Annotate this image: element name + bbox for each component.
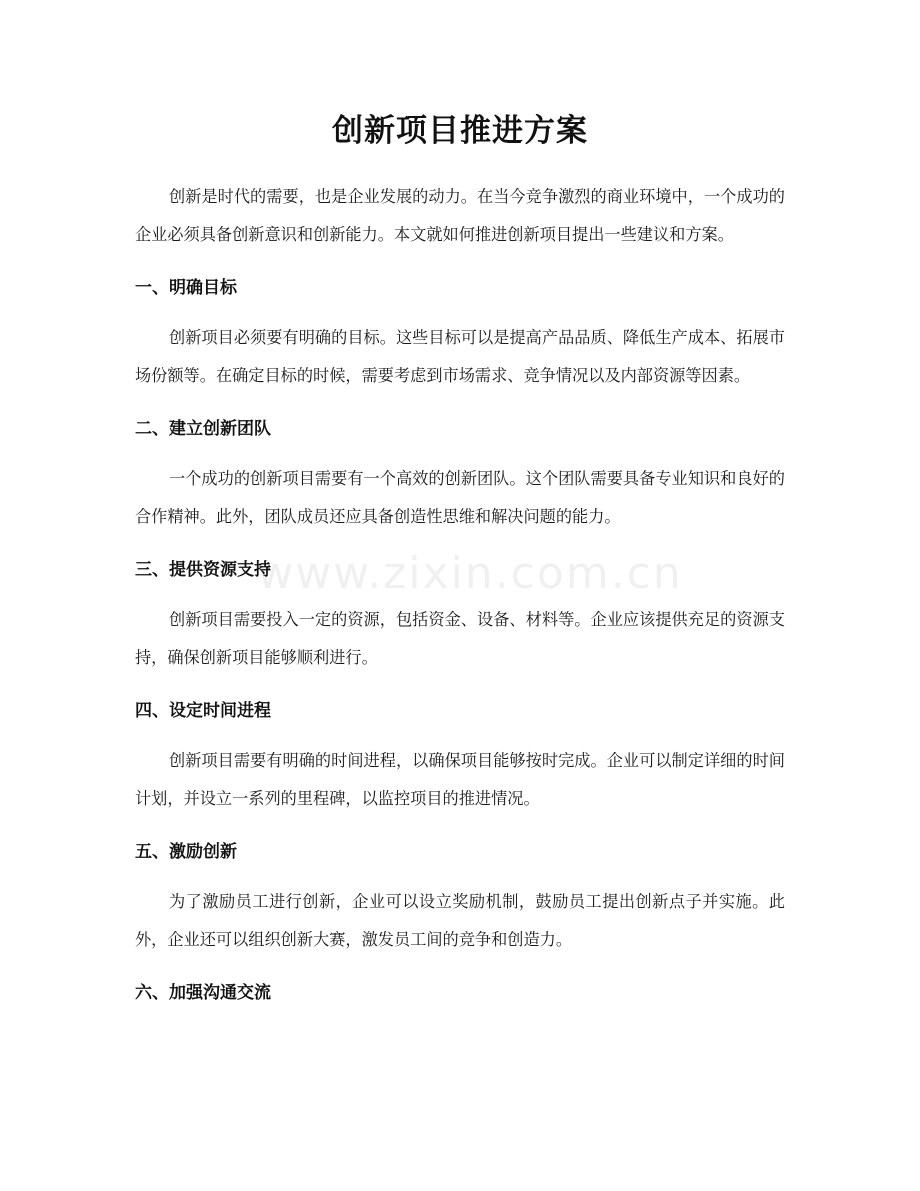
section-body-2: 一个成功的创新项目需要有一个高效的创新团队。这个团队需要具备专业知识和良好的合作精神。此外，团队成员还应具备创造性思维和解决问题的能力。 — [135, 469, 785, 526]
section-heading-5: 五、激励创新 — [135, 842, 237, 862]
section-heading-1: 一、明确目标 — [135, 278, 237, 298]
watermark: www.zixin.com.cn — [257, 548, 683, 599]
intro-paragraph: 创新是时代的需要，也是企业发展的动力。在当今竞争激烈的商业环境中，一个成功的企业必须具备创新意识和创新能力。本文就如何推进创新项目提出一些建议和方案。 — [135, 187, 785, 244]
section-heading-6: 六、加强沟通交流 — [135, 983, 271, 1003]
section-heading-3: 三、提供资源支持 — [135, 560, 271, 580]
section-heading-4: 四、设定时间进程 — [135, 701, 271, 721]
section-heading-2: 二、建立创新团队 — [135, 419, 271, 439]
section-body-3: 创新项目需要投入一定的资源，包括资金、设备、材料等。企业应该提供充足的资源支持，确保创新项目能够顺利进行。 — [135, 610, 785, 667]
section-body-1: 创新项目必须要有明确的目标。这些目标可以是提高产品品质、降低生产成本、拓展市场份额等。在确定目标的时候，需要考虑到市场需求、竞争情况以及内部资源等因素。 — [135, 328, 785, 385]
section-body-5: 为了激励员工进行创新，企业可以设立奖励机制，鼓励员工提出创新点子并实施。此外，企业还可以组织创新大赛，激发员工间的竞争和创造力。 — [135, 892, 785, 949]
section-body-4: 创新项目需要有明确的时间进程，以确保项目能够按时完成。企业可以制定详细的时间计划，并设立一系列的里程碑，以监控项目的推进情况。 — [135, 751, 785, 808]
document-body — [135, 178, 785, 1012]
page-title: 创新项目推进方案 — [332, 113, 588, 149]
